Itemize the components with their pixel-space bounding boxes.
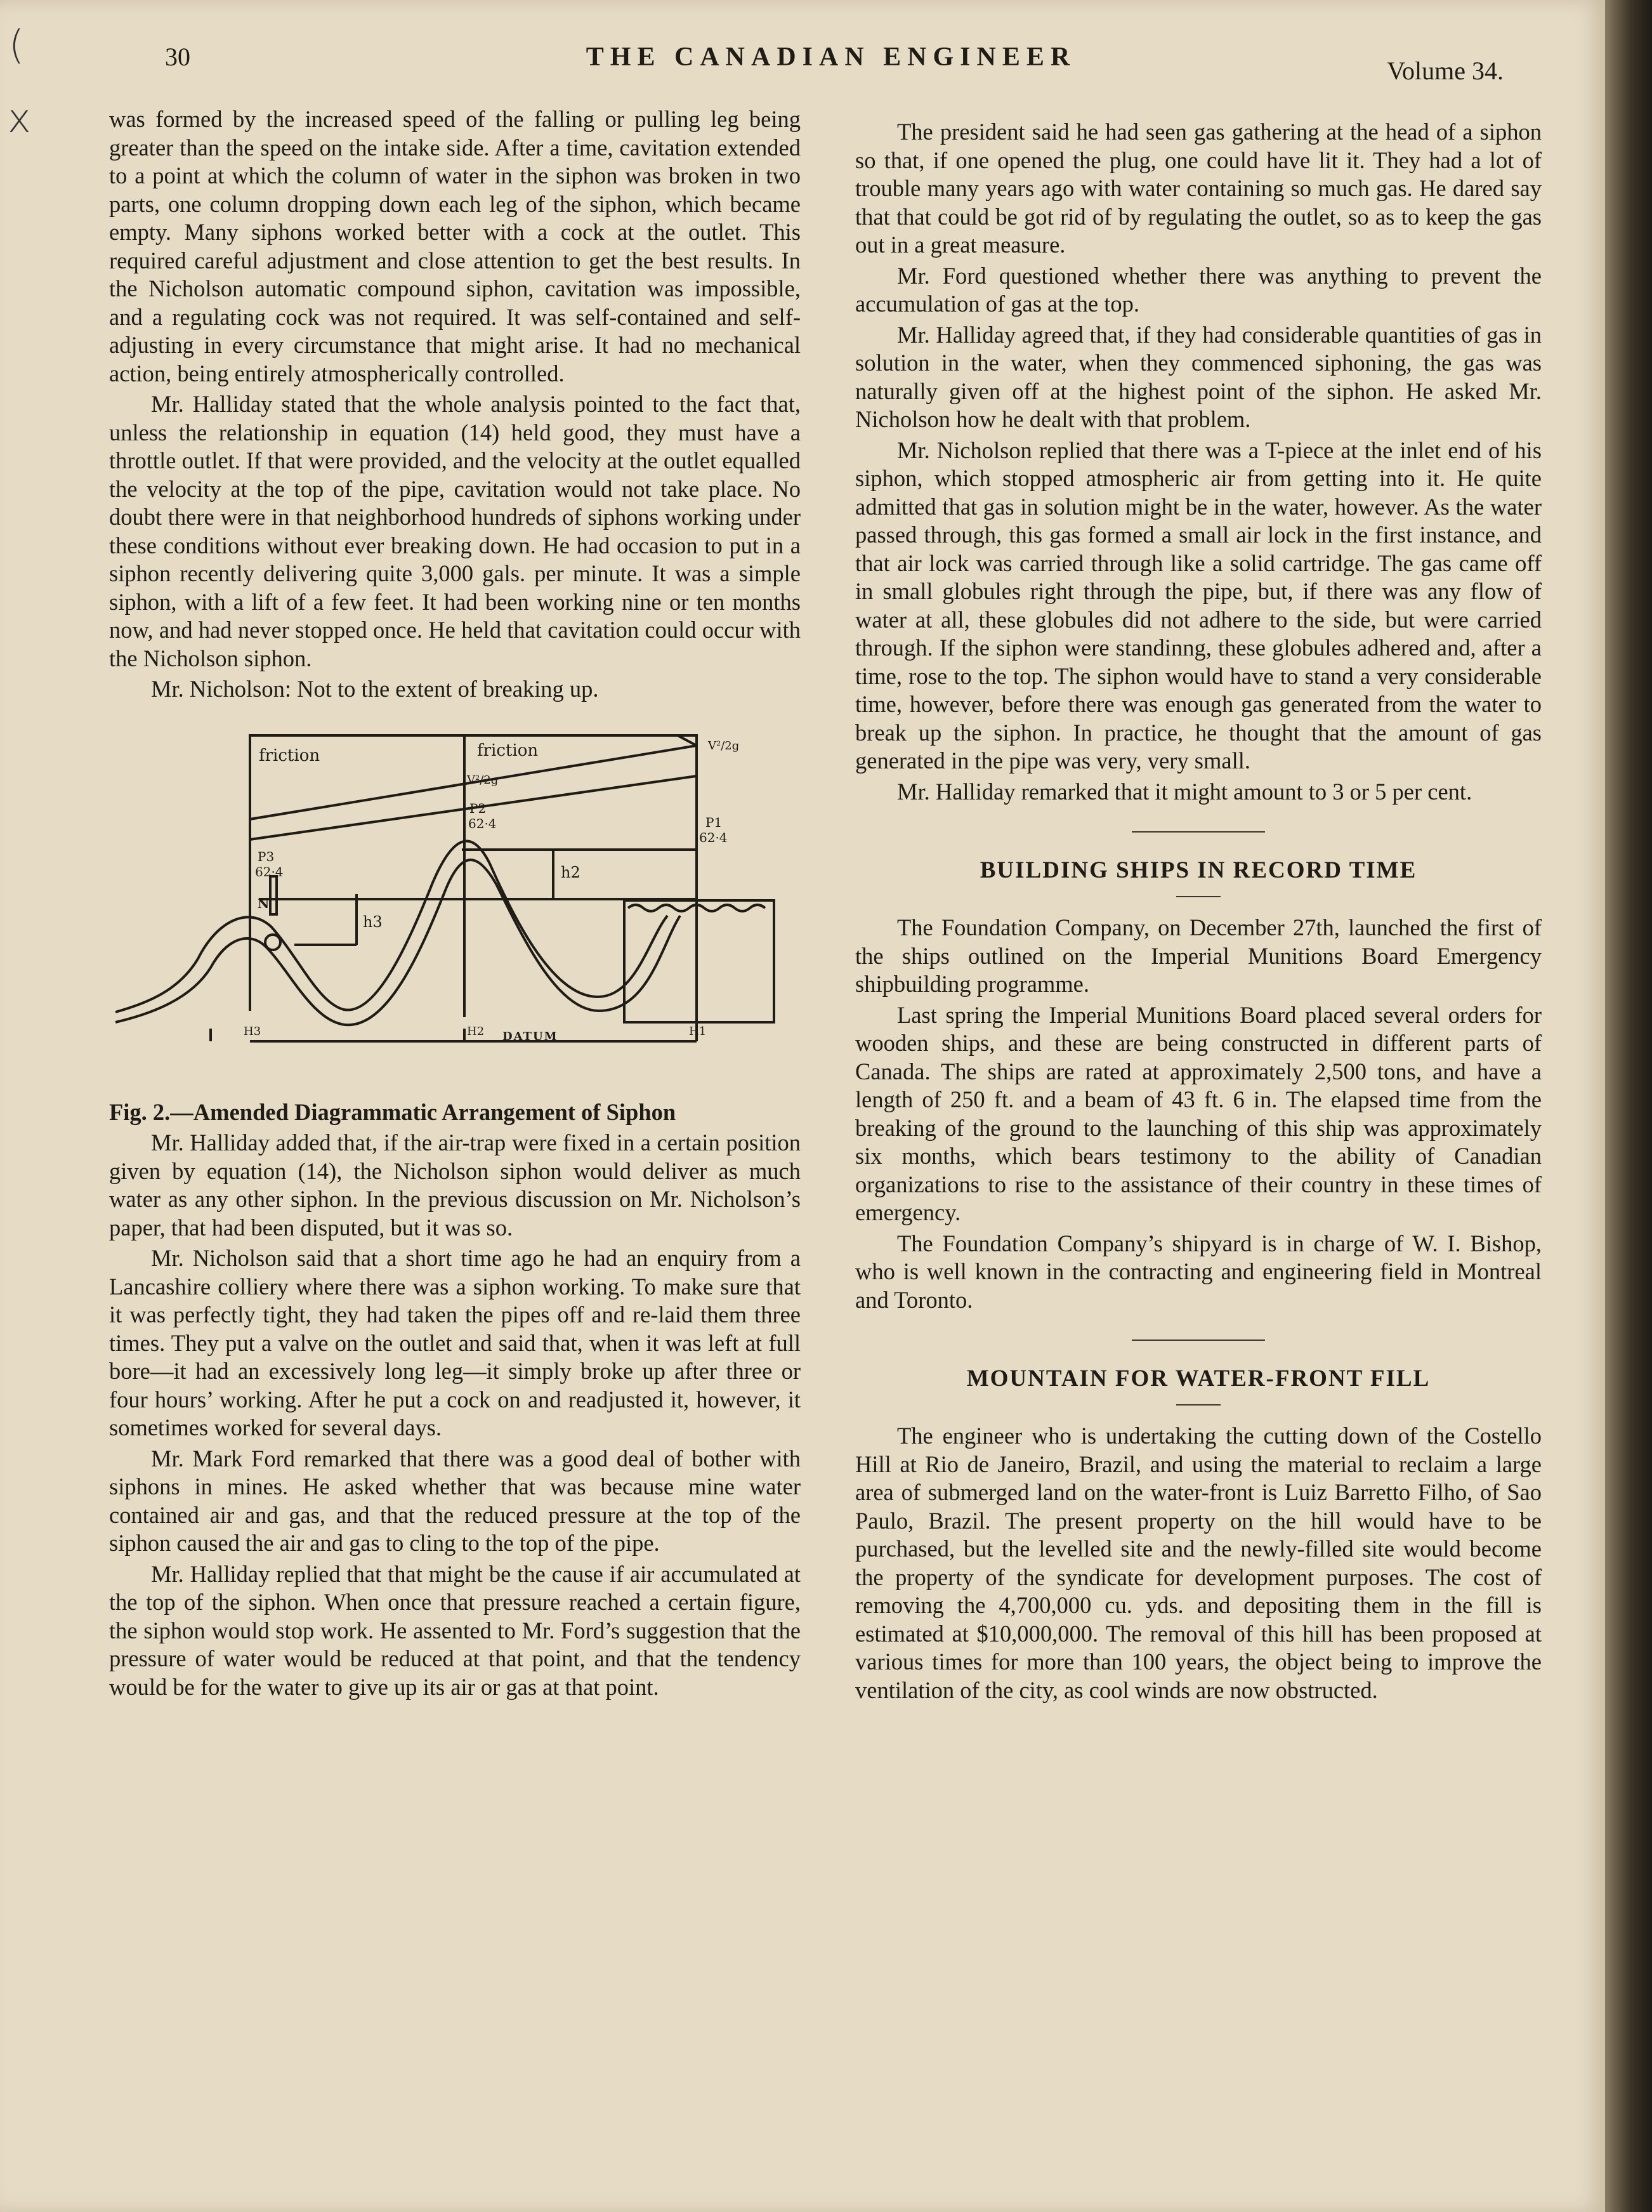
section-divider: [1132, 1340, 1265, 1341]
paragraph: The engineer who is undertaking the cutting down of the Costello Hill at Rio de Janeiro, Brazil, and using the material to reclaim a large area of submerged land on the water-front is Luiz Barretto Filho, of Sao Paulo, Brazil. The present property on the hill would have to be purchased, but the levelled site and the newly-filled site would become the property of the syndicate for development purposes. The cost of removing the 4,700,000 cu. yds. and depositing them in the fill is estimated at $10,000,000. The removal of this hill has been proposed at various times for more than 100 years, the object being to improve the ventilation of the city, as cool winds are now obstructed.: [855, 1423, 1542, 1703]
trap-stem: [270, 876, 277, 914]
paragraph: Mr. Ford questioned whether there was anything to prevent the accumulation of gas at the top.: [855, 262, 1542, 317]
figure-caption: Fig. 2.—Amended Diagrammatic Arrangement of Siphon: [109, 1098, 676, 1125]
label-friction-right: friction: [477, 741, 539, 760]
title-rule: [1176, 896, 1221, 897]
label-p3: P3: [258, 848, 275, 864]
label-p2-value: 62·4: [468, 815, 497, 831]
title-rule: [1176, 1404, 1221, 1406]
label-p3-value: 62·4: [255, 864, 284, 879]
section-divider: [1132, 831, 1265, 833]
margin-mark-paren: (: [9, 22, 25, 68]
label-datum: DATUM: [502, 1029, 558, 1043]
air-trap: [265, 935, 280, 950]
outlet-tank: [624, 900, 774, 1022]
paragraph: was formed by the increased speed of the falling or pulling leg being greater than the speed on the intake side. After a time, cavitation extended to a point at which the column of water in the siphon was broken in two parts, one column dropping down each leg of the siphon, which became empty. Many siphons worked better with a cock at the outlet. This required careful adjustment and close attention to get the best results. In the Nicholson automatic compound siphon, cavitation was impossible, and a regulating cock was not required. It was self-contained and self-adjusting in every circumstance that might arise. It had no mechanical action, being entirely atmospherically controlled.: [109, 106, 801, 386]
paragraph: Mr. Halliday replied that that might be the cause if air accumulated at the top of the siphon. When once that pressure reached a certain figure, the siphon would stop work. He assented to Mr. Ford’s suggestion that the pressure of water would be reduced at that point, and that the tendency would be for the water to give up its air or gas at that point.: [109, 1560, 801, 1700]
left-column: [109, 105, 801, 1704]
paragraph: Mr. Nicholson said that a short time ago he had an enquiry from a Lancashire colliery where there was a siphon working. To make sure that it was perfectly tight, they had taken the pipes off and re-laid them three times. They put a valve on the outlet and said that, when it was left at full bore—it had an excessively long leg—it simply broke up after three or four hours’ working. After he put a cock on and readjusted it, however, it sometimes worked for several days.: [109, 1245, 801, 1440]
siphon-diagram: [109, 718, 801, 1098]
paragraph: Mr. Mark Ford remarked that there was a good deal of bother with siphons in mines. He asked whether that was because mine water contained air and gas, and that the reduced pressure at the top of the siphon caused the air and gas to cling to the top of the pipe.: [109, 1445, 801, 1556]
label-p1: P1: [705, 814, 723, 830]
siphon-pipe-inner: [115, 860, 680, 1025]
paragraph: The president said he had seen gas gathering at the head of a siphon so that, if one opened the plug, one could have lit it. They had a lot of trouble many years ago with water containing so much gas. He dared say that that could be got rid of by regulating the outlet, so as to keep the gas out in a great measure.: [855, 119, 1542, 258]
siphon-pipe-outer: [115, 841, 667, 1012]
page-number: 30: [165, 43, 190, 71]
paragraph: The Foundation Company’s shipyard is in charge of W. I. Bishop, who is well known in the contracting and engineering field in Montreal and Toronto.: [855, 1230, 1542, 1313]
label-h3: h3: [363, 912, 383, 931]
journal-title: THE CANADIAN ENGINEER: [586, 43, 1077, 72]
label-h2: h2: [561, 863, 580, 881]
paragraph: The Foundation Company, on December 27th, launched the first of the ships outlined on the Imperial Munitions Board Emergency shipbuilding programme.: [855, 914, 1542, 997]
siphon-diagram-svg: [109, 718, 801, 1073]
paragraph: Last spring the Imperial Munitions Board placed several orders for wooden ships, and these are being constructed in different parts of Canada. The ships are rated at approximately 2,500 tons, and have a length of 250 ft. and a beam of 43 ft. 6 in. The elapsed time from the breaking of the ground to the launching of this ship was approximately six months, which bears testimony to the ability of Canadian organizations to rise to the assistance of their country in these times of emergency.: [855, 1001, 1542, 1225]
label-h-bottom-1: H3: [244, 1024, 261, 1038]
label-h-bottom-2: H2: [467, 1024, 485, 1038]
paragraph: Mr. Halliday added that, if the air-trap were fixed in a certain position given by equation (14), the Nicholson siphon would deliver as much water as any other siphon. In the previous discussion on Mr. Nicholson’s paper, that had been disputed, but it was so.: [109, 1129, 801, 1241]
volume-label: Volume 34.: [1387, 56, 1504, 85]
label-p2: P2: [469, 800, 487, 816]
label-velocity-mid: V²/2g: [467, 773, 499, 787]
paragraph: Mr. Halliday stated that the whole analysis pointed to the fact that, unless the relationship in equation (14) held good, they must have a throttle outlet. If that were provided, and the velocity at the outlet equalled the velocity at the top of the pipe, cavitation would not take place. No doubt there were in that neighborhood hundreds of siphons working under these conditions without ever breaking down. He had occasion to put in a siphon recently delivering quite 3,000 gals. per minute. It was a simple siphon, with a lift of a few feet. It had been working nine or ten months now, and had never stopped once. He held that cavitation could occur with the Nicholson siphon.: [109, 391, 801, 671]
paragraph: Mr. Nicholson: Not to the extent of breaking up.: [151, 676, 599, 702]
label-h-bottom-3: H1: [689, 1024, 707, 1038]
paragraph: Mr. Nicholson replied that there was a T-piece at the inlet end of his siphon, which stopped atmospheric air from getting into it. He quite admitted that gas in solution might be in the water, however. As the water passed through, this gas formed a small air lock in the first instance, and that air lock was carried through like a solid cartridge. The gas came off in small globules right through the pipe, but, if there was any flow of water at all, these globules did not adhere to the side, but were carried through. If the siphon were standinng, these globules adhered and, after a time, rose to the top. The siphon would have to stand a very considerable time, however, before there was enough gas generated from the water to break up the siphon. In practice, he thought that the amount of gas generated in the pipe was very, very small.: [855, 437, 1542, 774]
velocity-marker-right: [678, 735, 697, 746]
margin-mark-x: x: [8, 95, 31, 142]
label-n: N: [258, 895, 270, 911]
section-title-mountain-fill: MOUNTAIN FOR WATER-FRONT FILL: [966, 1366, 1431, 1392]
label-velocity-right: V²/2g: [708, 739, 740, 753]
page-header: [159, 42, 1504, 85]
label-p1-value: 62·4: [699, 829, 728, 845]
label-friction-left: friction: [259, 746, 320, 765]
paragraph: Mr. Halliday agreed that, if they had considerable quantities of gas in solution in the water, when they commenced siphoning, the gas was naturally given off at the highest point of the siphon. He asked Mr. Nicholson how he dealt with that problem.: [855, 321, 1542, 432]
book-spine: [1605, 0, 1652, 2212]
paragraph: Mr. Halliday remarked that it might amount to 3 or 5 per cent.: [897, 778, 1472, 805]
section-title-building-ships: BUILDING SHIPS IN RECORD TIME: [980, 857, 1417, 883]
right-column: [855, 118, 1542, 1707]
